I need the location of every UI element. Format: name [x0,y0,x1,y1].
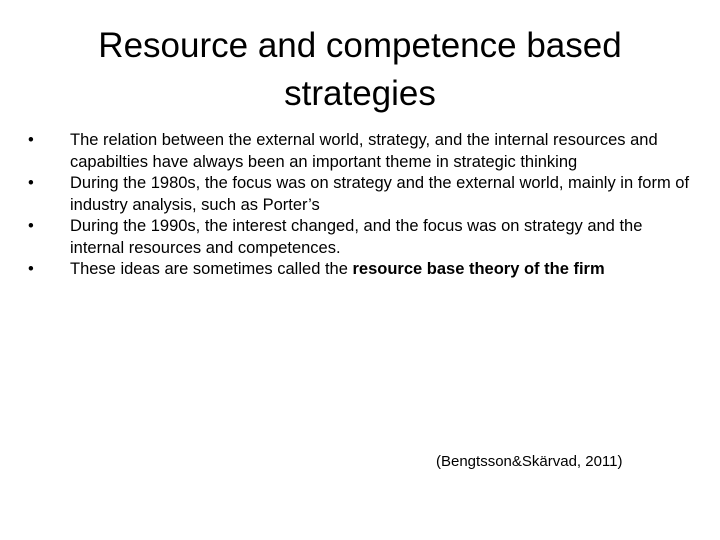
bullet-text: The relation between the external world, strategy, and the internal resources and capabilties have always been an important theme in strategic thinking [70,131,658,171]
slide-title [60,22,660,118]
citation: (Bengtsson&Skärvad, 2011) [436,453,623,470]
title-line-1: Resource and competence based [98,26,622,65]
bullet-item [24,259,696,281]
bullet-item [24,173,696,216]
bullet-dot-icon: • [28,174,34,192]
title-line-2: strategies [284,74,436,113]
bullet-dot-icon: • [28,131,34,149]
bullet-text: These ideas are sometimes called the [70,260,353,278]
bullet-dot-icon: • [28,260,34,278]
bullet-item [24,130,696,173]
bullet-text: During the 1990s, the interest changed, and the focus was on strategy and the internal resources and competences. [70,217,643,257]
bullet-dot-icon: • [28,217,34,235]
bullet-item [24,216,696,259]
bullet-list [24,130,696,281]
bullet-text: During the 1980s, the focus was on strategy and the external world, mainly in form of industry analysis, such as Porter’s [70,174,690,214]
bullet-text-bold: resource base theory of the firm [352,260,605,278]
